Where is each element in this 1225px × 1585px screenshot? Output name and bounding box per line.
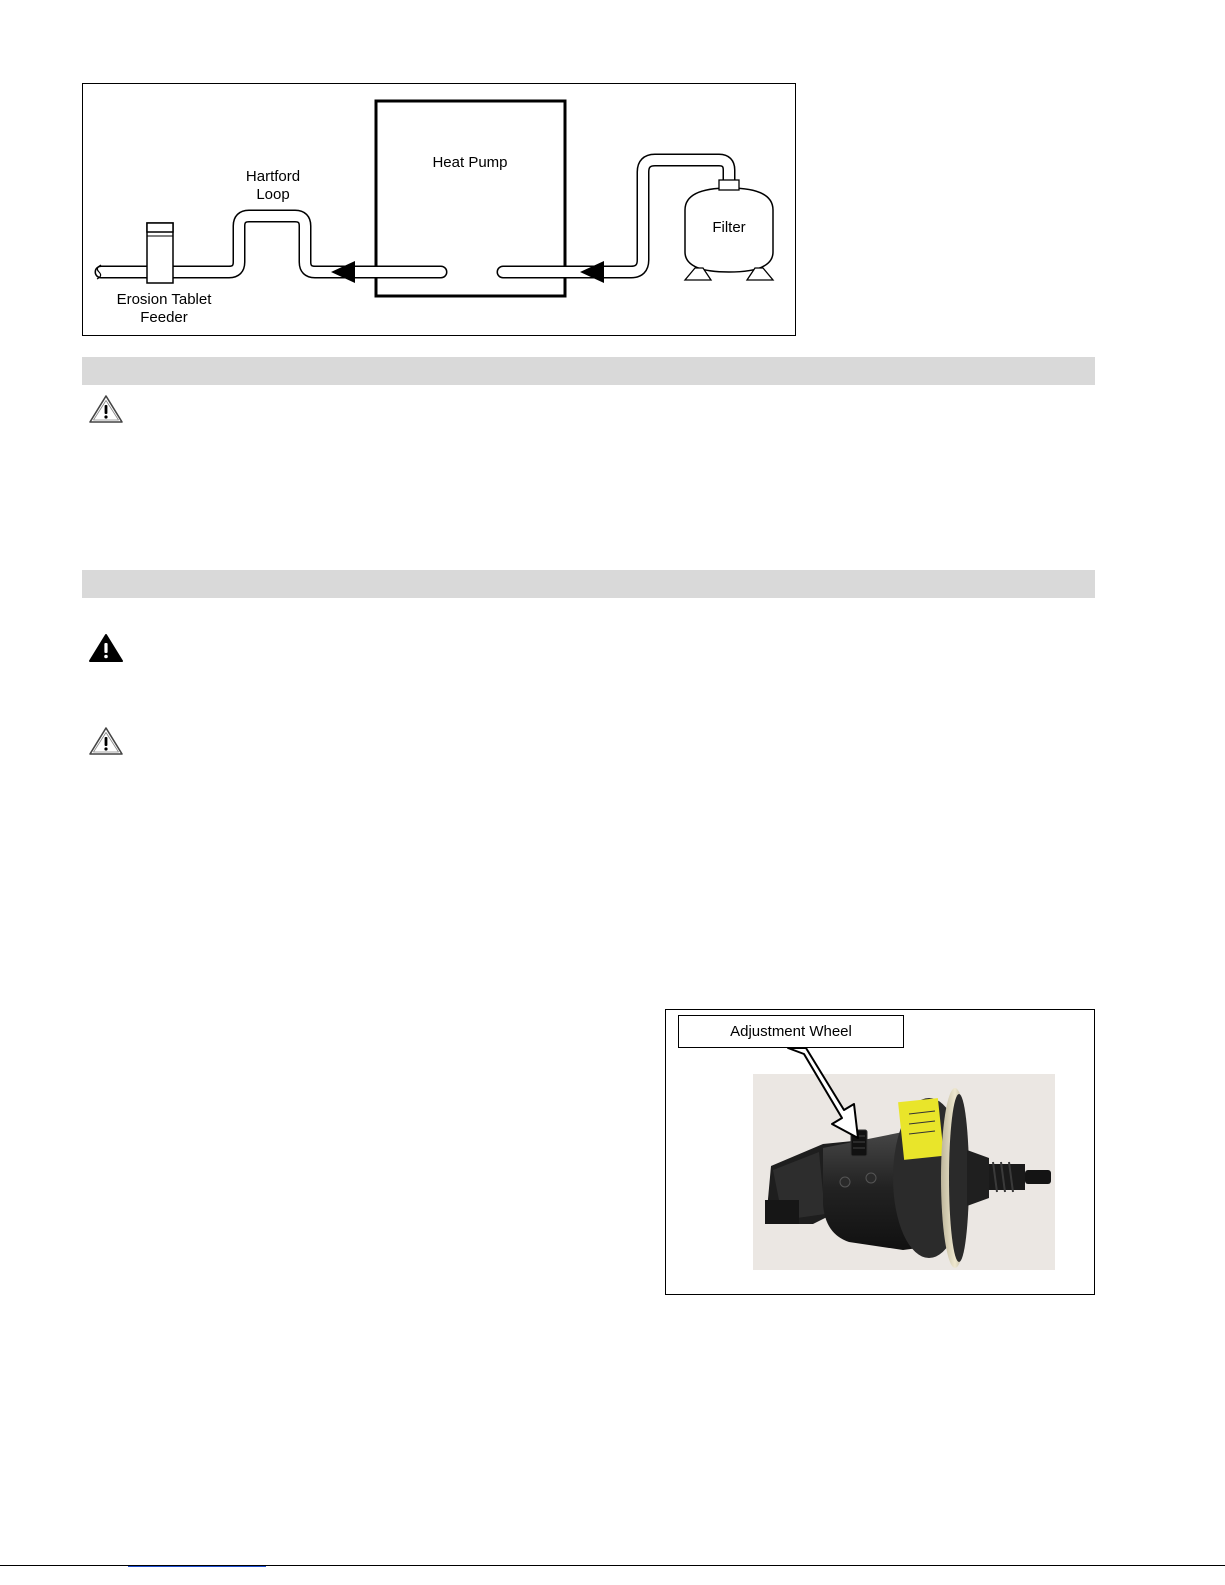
adjustment-wheel-callout: Adjustment Wheel <box>678 1015 904 1048</box>
heat-pump-label: Heat Pump <box>432 154 508 171</box>
filter-neck <box>719 180 739 190</box>
warning-filled-icon <box>88 632 124 664</box>
caution-outline-icon <box>88 725 124 757</box>
flow-arrow-right <box>580 261 604 283</box>
pressure-switch-figure <box>665 1009 1095 1295</box>
caution-outline-icon <box>88 393 124 425</box>
feeder-label-line1: Erosion Tablet <box>116 291 212 308</box>
footer-link[interactable] <box>128 1556 266 1567</box>
section-bar-1 <box>82 357 1095 385</box>
callout-arrow <box>666 1010 1096 1296</box>
feeder-label-line2: Feeder <box>140 309 188 326</box>
filter-label: Filter <box>712 219 746 236</box>
section-bar-2 <box>82 570 1095 598</box>
hartford-loop-label-line2: Loop <box>256 186 290 203</box>
flow-arrow-left <box>331 261 355 283</box>
feeder-cap <box>147 223 173 232</box>
hartford-loop-label-line1: Hartford <box>245 168 301 185</box>
plumbing-diagram <box>82 83 796 336</box>
